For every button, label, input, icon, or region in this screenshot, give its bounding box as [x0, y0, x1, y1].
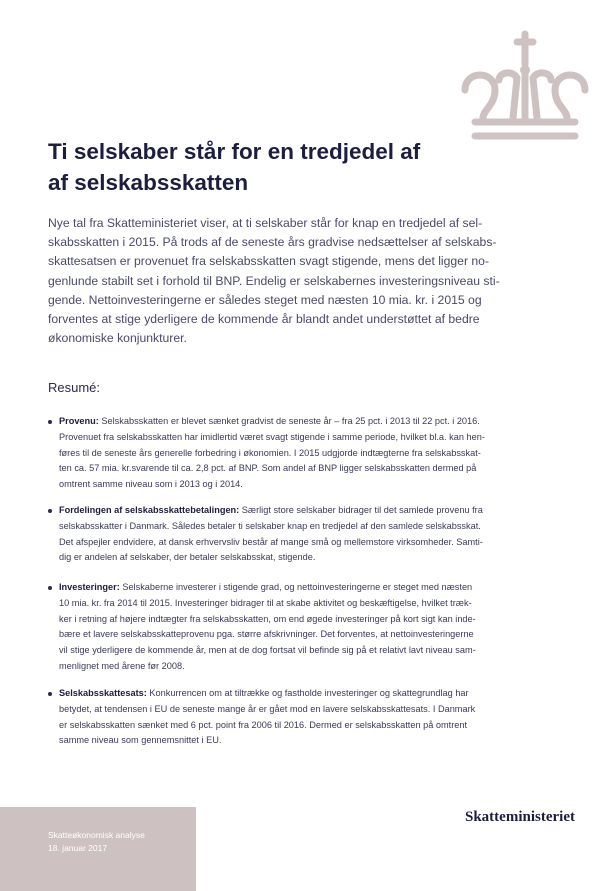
- summary-line: samme niveau som gennemsnittet i EU.: [59, 735, 222, 746]
- summary-item-fordeling: [48, 503, 483, 566]
- summary-line: betydet, at tendensen i EU de seneste mange år er gået mod en lavere selskabsskattesats. I Danmark: [59, 703, 476, 714]
- summary-line: Særligt store selskaber bidrager til det samlede provenu fra: [239, 505, 483, 515]
- bullet-icon: [48, 692, 52, 696]
- summary-line: Selskabsskatten er blevet sænket gradvist de seneste år – fra 25 pct. i 2013 til 22 pct. i 2016.: [98, 416, 480, 426]
- title-line: af selskabsskatten: [48, 170, 249, 195]
- summary-line: 10 mia. kr. fra 2014 til 2015. Investeringer bidrager til at skabe aktivitet og beskæftigelse, hvilket træk-: [59, 597, 472, 608]
- summary-item-heading: Investeringer:: [59, 582, 120, 592]
- bullet-icon: [48, 420, 52, 424]
- summary-line: føres til de seneste års generelle forbedring i økonomien. I 2015 udgjorde indtægterne fra selskabsskat-: [59, 447, 481, 458]
- summary-line: er selskabsskatten sænket med 6 pct. point fra 2006 til 2016. Dermed er selskabsskatten på omtrent: [59, 719, 468, 730]
- resume-heading: Resumé:: [48, 380, 101, 395]
- document-type: Skatteøkonomisk analyse: [48, 830, 145, 840]
- summary-list: [48, 414, 568, 746]
- intro-line: Nye tal fra Skatteministeriet viser, at ti selskaber står for knap en tredjedel af sel-: [48, 216, 483, 230]
- summary-line: vil stige yderligere de kommende år, men at de dog fortsat vil befinde sig på et relativt lavt niveau sam-: [59, 645, 476, 656]
- bullet-icon: [48, 586, 52, 590]
- summary-item-provenu: [48, 414, 568, 493]
- summary-line: bære et lavere selskabsskatteprovenu pga. større afskrivninger. Det forventes, at nettoinvesteringerne: [59, 629, 474, 640]
- summary-line: Selskaberne investerer i stigende grad, og nettoinvesteringerne er steget med næsten: [119, 582, 473, 592]
- intro-line: gende. Nettoinvesteringerne er således steget med næsten 10 mia. kr. i 2015 og: [48, 292, 482, 307]
- summary-line: selskabsskatter i Danmark. Således betaler ti selskaber knap en tredjedel af den samlede selskabsskat.: [59, 520, 481, 531]
- brand-logo: Skatteministeriet: [465, 809, 575, 825]
- summary-line: ker i retning af højere indtægter fra selskabsskatten, om end øgede investeringer på kort sigt kan inde-: [59, 613, 476, 624]
- crown-logo-icon: [455, 30, 595, 145]
- summary-line: Provenuet fra selskabsskatten har imidlertid været svagt stigende i samme periode, hvilket bl.a. kan hen-: [59, 431, 485, 442]
- intro-paragraph: [48, 214, 558, 348]
- summary-line: Det afspejler endvidere, at dansk erhvervsliv består af mange små og mellemstore virksomheder. Samti-: [59, 536, 483, 547]
- page-title: [48, 136, 488, 198]
- summary-item-heading: Fordelingen af selskabsskattebetalingen:: [59, 505, 240, 515]
- bullet-icon: [48, 509, 52, 513]
- intro-line: skabsskatten i 2015. På trods af de seneste års gradvise nedsættelser af selskabs-: [48, 235, 497, 250]
- intro-line: genlunde stabilt set i forhold til BNP. Endelig er selskabernes investeringsniveau sti-: [48, 273, 500, 288]
- summary-line: dig er andelen af selskaber, der betaler selskabsskat, stigende.: [59, 552, 316, 563]
- summary-item-heading: Provenu:: [59, 416, 99, 426]
- document-date: 18. januar 2017: [48, 843, 108, 853]
- summary-item-selskabsskattesats: [48, 686, 475, 749]
- summary-line: omtrent samme niveau som i 2013 og i 2014.: [59, 479, 243, 490]
- intro-line: forventes at stige yderligere de kommende år blandt andet understøttet af bedre: [48, 312, 480, 327]
- intro-line: skattesatsen er provenuet fra selskabsskatten svagt stigende, mens det ligger no-: [48, 254, 490, 269]
- summary-item-investeringer: [48, 580, 476, 675]
- title-line: Ti selskaber står for en tredjedel af: [48, 139, 421, 164]
- summary-line: menlignet med årene før 2008.: [59, 660, 185, 671]
- summary-item-heading: Selskabsskattesats:: [59, 688, 147, 698]
- summary-line: Konkurrencen om at tiltrække og fastholde investeringer og skattegrundlag har: [146, 688, 469, 698]
- intro-line: økonomiske konjunkturer.: [48, 331, 187, 346]
- summary-line: ten ca. 57 mia. kr.svarende til ca. 2,8 pct. af BNP. Som andel af BNP ligger selskabsskatten dermed på: [59, 463, 477, 474]
